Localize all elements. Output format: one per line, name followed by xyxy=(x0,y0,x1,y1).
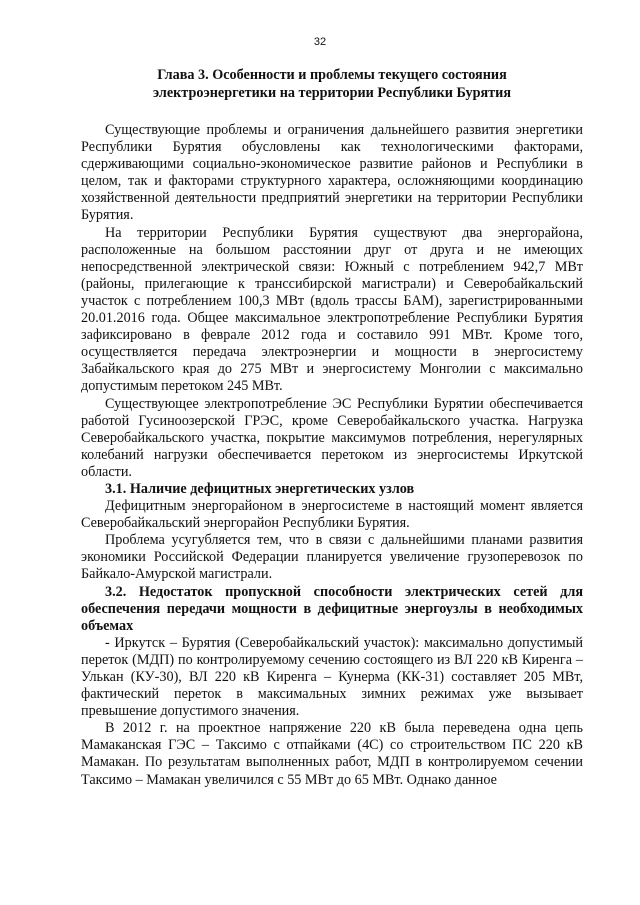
section-3-2-paragraph-1: - Иркутск – Бурятия (Северобайкальский участок): максимально допустимый переток (МДП) по контролируемому сечению состоящего из ВЛ 220 кВ Киренга – Улькан (КУ-30), ВЛ 220 кВ Киренга – Кунерма (КК-31) составляет 205 МВт, фактический переток в максимальных зимних режимах уже вызывает превышение допустимого значения. xyxy=(81,634,583,720)
chapter-title-line-1: Глава 3. Особенности и проблемы текущего состояния xyxy=(157,67,507,83)
section-3-1-title: 3.1. Наличие дефицитных энергетических узлов xyxy=(105,480,415,497)
paragraph-intro-3: Существующее электропотребление ЭС Республики Бурятии обеспечивается работой Гусиноозерской ГРЭС, кроме Северобайкальского участка. Нагрузка Северобайкальского участка, покрытие максимумов потребления, нерегулярных колебаний нагрузки обеспечивается перетоком из энергосистемы Иркутской области. xyxy=(81,395,583,480)
paragraph-intro-2: На территории Республики Бурятия существуют два энергорайона, расположенные на большом расстоянии друг от друга и не имеющих непосредственной электрической связи: Южный с потреблением 942,7 МВт (районы, прилегающие к транссибирской магистрали) и Северобайкальский участок с потреблением 100,3 МВт (вдоль трассы БАМ), зарегистрированными 20.01.2016 года. Общее максимальное электропотребление Республики Бурятия зафиксировано в феврале 2012 года и составило 991 МВт. Кроме того, осуществляется передача электроэнергии и мощности в энергосистему Забайкальского края до 275 МВт и энергосистему Монголии с максимально допустимым перетоком 245 МВт. xyxy=(81,224,583,395)
paragraph-intro-1: Существующие проблемы и ограничения дальнейшего развития энергетики Республики Бурятия обусловлены как технологическими факторами, сдерживающими социально-экономическое развитие районов и Республики в целом, так и факторами структурного характера, осложняющими координацию хозяйственной деятельности предприятий энергетики на территории Республики Бурятия. xyxy=(81,122,583,224)
page-number: 32 xyxy=(313,36,327,48)
chapter-title-line-2: электроэнергетики на территории Республики Бурятия xyxy=(153,85,511,101)
page-content xyxy=(81,66,583,789)
section-3-2-title: 3.2. Недостаток пропускной способности электрических сетей для обеспечения передачи мощности в дефицитные энергоузлы в необходимых объемах xyxy=(81,583,583,634)
section-3-1-paragraph-2: Проблема усугубляется тем, что в связи с дальнейшими планами развития экономики Российской Федерации планируется увеличение грузоперевозок по Байкало-Амурской магистрали. xyxy=(81,532,583,583)
section-3-2-paragraph-2: В 2012 г. на проектное напряжение 220 кВ была переведена одна цепь Мамаканская ГЭС – Таксимо с отпайками (4С) со строительством ПС 220 кВ Мамакан. По результатам выполненных работ, МДП в контролируемом сечении Таксимо – Мамакан увеличился с 55 МВт до 65 МВт. Однако данное xyxy=(81,720,583,788)
chapter-title xyxy=(81,66,583,102)
section-3-1-paragraph-1: Дефицитным энергорайоном в энергосистеме в настоящий момент является Северобайкальский энергорайон Республики Бурятия. xyxy=(81,498,583,532)
